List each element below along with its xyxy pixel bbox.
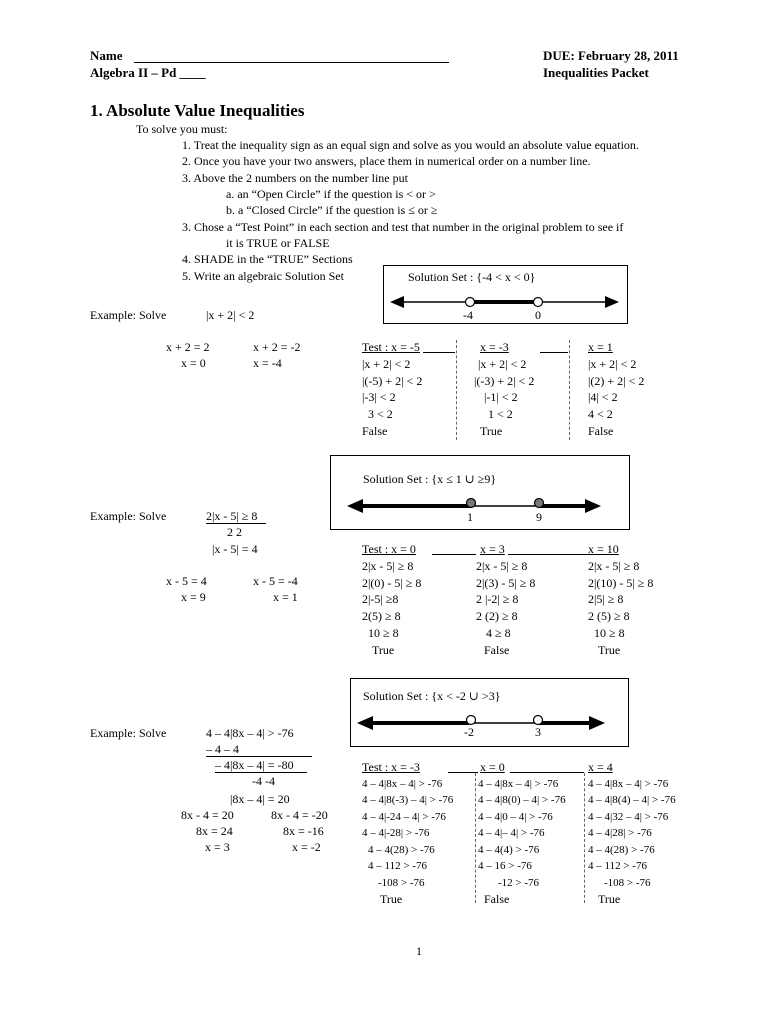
test-line: |x + 2| < 2 — [478, 356, 527, 371]
test-result: True — [380, 892, 403, 906]
number-line-label: 1 — [467, 510, 473, 524]
solution-set-text: Solution Set : {-4 < x < 0} — [408, 270, 536, 284]
work-line: x - 5 = 4 — [166, 574, 207, 588]
list-item: a. an “Open Circle” if the question is < or > — [226, 187, 436, 201]
open-circle-icon — [467, 716, 476, 725]
work-line: x - 5 = -4 — [253, 574, 298, 588]
test-result: True — [480, 423, 503, 438]
test-line: 4 ≥ 8 — [486, 625, 511, 640]
work-line: x = -4 — [253, 356, 282, 370]
test-line: 4 – 112 > -76 — [588, 860, 647, 872]
solution-set-box-1 — [383, 265, 628, 324]
test-line: -108 > -76 — [378, 876, 425, 889]
solution-set-text: Solution Set : {x < -2 ∪ >3} — [363, 689, 501, 703]
test-line: |-1| < 2 — [484, 390, 518, 405]
test-line: 4 – 4|-24 – 4| > -76 — [362, 810, 446, 823]
list-item: 2. Once you have your two answers, place them in numerical order on a number line. — [182, 154, 591, 168]
work-line: x = 3 — [205, 840, 230, 854]
list-item: it is TRUE or FALSE — [226, 236, 330, 250]
test-result: True — [598, 642, 621, 657]
test-line: 2(5) ≥ 8 — [362, 609, 401, 624]
test-line: 2 (5) ≥ 8 — [588, 609, 630, 624]
test-line: |(-3) + 2| < 2 — [474, 373, 535, 388]
work-line: – 4 – 4 — [206, 742, 239, 756]
test-heading: Test : x = -3 — [362, 760, 420, 774]
test-column-1 — [362, 339, 422, 440]
number-line-label: -2 — [464, 725, 474, 739]
work-line: x = 9 — [181, 590, 206, 604]
test-line: 4 – 4|8(-3) – 4| > -76 — [362, 794, 454, 806]
test-line: 4 – 4|32 – 4| > -76 — [588, 810, 669, 823]
test-line: 2|x - 5| ≥ 8 — [476, 558, 528, 573]
test-line: |x + 2| < 2 — [588, 356, 637, 371]
column-divider — [475, 773, 476, 903]
test-line: 4 – 4|– 4| > -76 — [478, 827, 545, 839]
work-line: – 4|8x – 4| = -80 — [215, 758, 294, 772]
test-line: 4 – 16 > -76 — [478, 860, 532, 872]
column-divider — [584, 773, 585, 903]
test-line: 4 – 4|8x – 4| > -76 — [588, 777, 669, 790]
test-line: 4 – 4|28| > -76 — [588, 827, 652, 839]
work-line: x + 2 = -2 — [253, 340, 301, 354]
test-column-3 — [588, 541, 653, 659]
test-result: False — [588, 423, 614, 438]
test-line: 3 < 2 — [368, 407, 393, 422]
list-item: 1. Treat the inequality sign as an equal sign and solve as you would an absolute value equation. — [182, 138, 639, 152]
test-column-2 — [476, 541, 535, 659]
test-column-3 — [588, 759, 676, 908]
test-line: |(2) + 2| < 2 — [588, 373, 645, 388]
packet-title: Inequalities Packet — [543, 65, 649, 80]
solution-set-box-2 — [330, 455, 630, 530]
test-result: False — [484, 642, 510, 657]
work-line: x = 0 — [181, 356, 206, 370]
test-heading: x = 1 — [588, 340, 613, 354]
number-line-3 — [351, 679, 628, 746]
work-line: 8x = 24 — [196, 824, 233, 838]
work-line: 2 2 — [227, 525, 242, 539]
number-line-label: 9 — [536, 510, 542, 524]
test-line: 4 – 4|8x – 4| > -76 — [478, 777, 559, 790]
test-line: |4| < 2 — [588, 390, 618, 405]
test-column-1 — [362, 759, 453, 908]
test-line: 4 – 4|8(4) – 4| > -76 — [588, 794, 676, 806]
test-heading: x = 0 — [480, 760, 505, 774]
test-line: 2|(3) - 5| ≥ 8 — [476, 575, 536, 590]
test-line: 10 ≥ 8 — [368, 625, 399, 640]
number-line-2 — [331, 456, 629, 529]
test-result: True — [372, 642, 395, 657]
example-problem: 2|x - 5| ≥ 8 — [206, 509, 258, 523]
test-heading: x = 10 — [588, 542, 619, 556]
open-circle-icon — [466, 298, 475, 307]
list-item: 4. SHADE in the “TRUE” Sections — [182, 252, 353, 266]
test-line: 2|5| ≥ 8 — [588, 592, 624, 607]
open-circle-icon — [534, 298, 543, 307]
work-line: 8x = -16 — [283, 824, 324, 838]
test-line: 4 – 4(28) > -76 — [588, 843, 655, 856]
test-line: 2|(0) - 5| ≥ 8 — [362, 575, 422, 590]
test-line: 1 < 2 — [488, 407, 513, 422]
list-item: 3. Chose a “Test Point” in each section and test that number in the original problem to see if — [182, 220, 624, 234]
work-line: |8x – 4| = 20 — [230, 792, 290, 806]
test-heading: Test : x = 0 — [362, 542, 416, 556]
test-column-2 — [478, 759, 566, 908]
test-line: 4 – 4|8x – 4| > -76 — [362, 777, 443, 790]
test-line: 2|x - 5| ≥ 8 — [588, 558, 640, 573]
test-line: 4 – 4|-28| > -76 — [362, 827, 430, 839]
number-line-label: 3 — [535, 725, 541, 739]
name-label: Name — [90, 48, 123, 63]
list-item: 5. Write an algebraic Solution Set — [182, 269, 344, 283]
test-line: 2|-5| ≥8 — [362, 592, 399, 607]
open-circle-icon — [534, 716, 543, 725]
closed-circle-icon — [535, 499, 544, 508]
work-line: x + 2 = 2 — [166, 340, 210, 354]
test-heading: x = -3 — [480, 340, 509, 354]
test-line: 2 |-2| ≥ 8 — [476, 592, 519, 607]
test-line: 4 – 4(4) > -76 — [478, 843, 540, 856]
section-title: 1. Absolute Value Inequalities — [90, 101, 305, 120]
solution-set-box-3 — [350, 678, 629, 747]
solution-set-text: Solution Set : {x ≤ 1 ∪ ≥9} — [363, 472, 497, 486]
work-line: x = 1 — [273, 590, 298, 604]
test-line: 4 < 2 — [588, 407, 613, 422]
column-divider — [456, 340, 457, 440]
example-problem: 4 – 4|8x – 4| > -76 — [206, 726, 294, 740]
page-number: 1 — [416, 944, 422, 958]
number-line-label: 0 — [535, 308, 541, 322]
work-line: -4 -4 — [252, 774, 275, 788]
number-line-1 — [384, 266, 627, 323]
test-column-1 — [362, 541, 421, 659]
test-column-3 — [588, 339, 644, 440]
test-result: False — [484, 892, 510, 906]
work-line: 8x - 4 = -20 — [271, 808, 328, 822]
example-label: Example: Solve — [90, 308, 167, 322]
column-divider — [569, 340, 570, 440]
name-field-line[interactable] — [134, 62, 449, 63]
test-line: 2|x - 5| ≥ 8 — [362, 558, 414, 573]
test-line: -108 > -76 — [604, 876, 651, 889]
test-line: 2|(10) - 5| ≥ 8 — [588, 575, 654, 590]
due-date: DUE: February 28, 2011 — [543, 48, 679, 63]
test-heading: Test : x = -5 — [362, 340, 420, 354]
test-line: 4 – 4|8(0) – 4| > -76 — [478, 794, 566, 806]
test-heading: x = 3 — [480, 542, 505, 556]
work-line: 8x - 4 = 20 — [181, 808, 234, 822]
list-item: b. a “Closed Circle” if the question is ≤ or ≥ — [226, 203, 438, 217]
test-line: 4 – 112 > -76 — [368, 860, 427, 872]
test-line: 2 (2) ≥ 8 — [476, 609, 518, 624]
test-line: 10 ≥ 8 — [594, 625, 625, 640]
example-label: Example: Solve — [90, 509, 167, 523]
test-line: |x + 2| < 2 — [362, 356, 411, 371]
number-line-label: -4 — [463, 308, 473, 322]
test-line: 4 – 4|0 – 4| > -76 — [478, 810, 553, 823]
test-heading: x = 4 — [588, 760, 613, 774]
test-column-2 — [474, 339, 534, 440]
work-line: x = -2 — [292, 840, 321, 854]
test-result: False — [362, 423, 388, 438]
test-line: |-3| < 2 — [362, 390, 396, 405]
test-line: -12 > -76 — [498, 876, 540, 889]
test-line: |(-5) + 2| < 2 — [362, 373, 423, 388]
test-line: 4 – 4(28) > -76 — [368, 843, 435, 856]
list-item: 3. Above the 2 numbers on the number line put — [182, 171, 408, 185]
example-label: Example: Solve — [90, 726, 167, 740]
closed-circle-icon — [467, 499, 476, 508]
example-problem: |x + 2| < 2 — [206, 308, 255, 322]
test-result: True — [598, 892, 621, 906]
intro-text: To solve you must: — [136, 122, 228, 136]
work-line: |x - 5| = 4 — [212, 542, 258, 556]
class-label: Algebra II – Pd ____ — [90, 65, 206, 80]
